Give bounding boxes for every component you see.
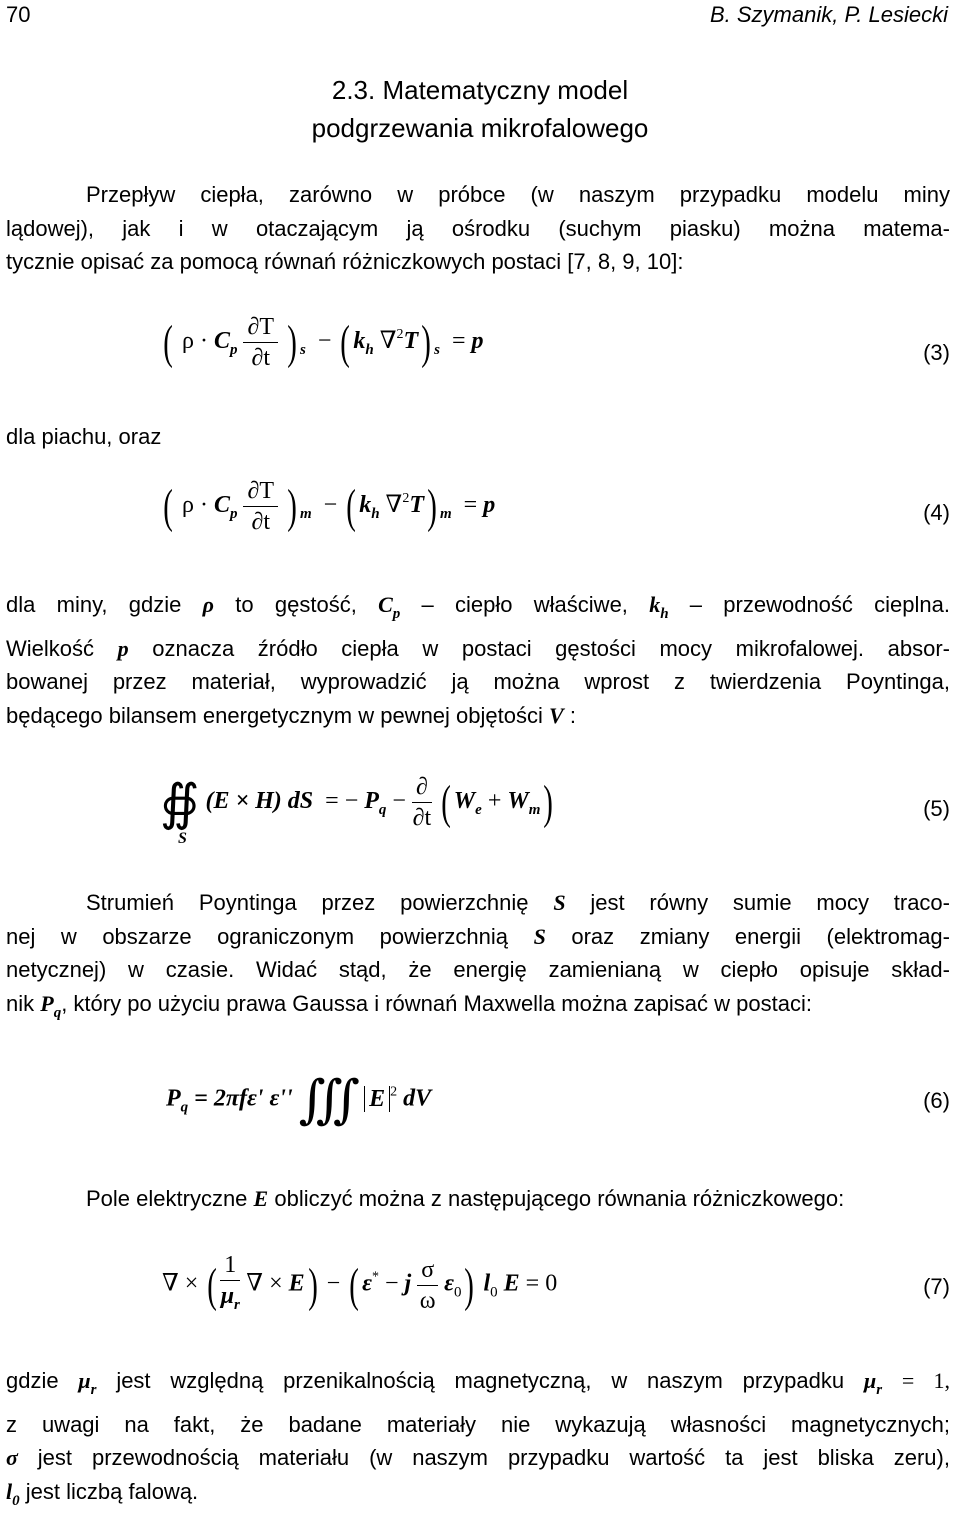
eq7-minus: −: [327, 1271, 341, 1297]
paragraph-line: bowanej przez materiał, wyprowadzić ją można wprost z twierdzenia Poyntinga,: [6, 665, 950, 699]
paragraph-line: [6, 987, 950, 1031]
text-fragment: , który po użyciu prawa Gaussa i równań Maxwella można zapisać w postaci:: [61, 991, 812, 1016]
paragraph-line: [6, 1475, 950, 1518]
paragraph-definitions: [6, 588, 950, 732]
eq4-dT: ∂T: [243, 476, 278, 507]
text-fragment: obliczyć można z następującego równania różniczkowego:: [274, 1186, 844, 1211]
eq4-cdot: ·: [200, 492, 208, 518]
eq3-p-sub: p: [230, 342, 238, 358]
eq4-two: 2: [402, 491, 409, 506]
eq3-C: C: [214, 328, 230, 354]
symbol-kh: $k_h$: [649, 592, 668, 617]
eq4-C: C: [214, 492, 230, 518]
equation-number-3: (3): [923, 340, 950, 366]
text-fragment: nej w obszarze ograniczonym powierzchnią: [6, 924, 508, 949]
text-fragment: Pole elektryczne: [86, 1186, 247, 1211]
symbol-mu-r: $\mu_r$: [78, 1368, 96, 1393]
text-fragment: jest przewodnością materiału (w naszym przypadku wartość ta jest bliska zeru),: [38, 1445, 950, 1470]
eq7-nabla2: ∇: [246, 1271, 263, 1297]
eq5-fraction: $\frac{\partial}{\partial t}$: [412, 772, 432, 833]
text-fragment: nik: [6, 991, 34, 1016]
text-fragment: gdzie: [6, 1368, 59, 1393]
eq4-p: p: [483, 492, 495, 518]
text-fragment: :: [570, 703, 576, 728]
eq7-equals: =: [526, 1271, 540, 1297]
paragraph-line: Przepływ ciepła, zarówno w próbce (w naszym przypadku modelu miny: [6, 178, 950, 212]
eq3-p: p: [472, 328, 484, 354]
text-fragment: będącego bilansem energetycznym w pewnej objętości: [6, 703, 543, 728]
section-title-line2: podgrzewania mikrofalowego: [0, 110, 960, 146]
equation-number-7: (7): [923, 1274, 950, 1300]
eq3-dt: ∂t: [243, 343, 278, 373]
paragraph-poynting: [6, 886, 950, 1030]
symbol-l0: $l_0$: [6, 1479, 20, 1504]
eq3-two: 2: [396, 327, 403, 342]
eq4-k: k: [359, 492, 371, 518]
symbol-p: p: [118, 636, 129, 661]
eq5-q-sub: q: [379, 802, 387, 818]
eq5-plus: +: [488, 788, 502, 814]
eq7-times2: ×: [269, 1271, 283, 1297]
symbol-E: E: [254, 1186, 269, 1211]
eq7-l-zero-sub: 0: [490, 1285, 498, 1301]
eq4-equals: =: [464, 492, 478, 518]
text-fragment: oraz zmiany energii (elektromag-: [571, 924, 950, 949]
eq3-dT: ∂T: [243, 312, 278, 343]
eq3-fraction: [243, 312, 278, 373]
eq6-triple-integral: ∭: [299, 1072, 346, 1129]
text-fragment: Wielkość: [6, 636, 94, 661]
symbol-V: V: [549, 703, 564, 728]
paragraph-line: tycznie opisać za pomocą równań różniczkowych postaci [7, 8, 9, 10]:: [6, 245, 950, 279]
paragraph-line: [6, 1364, 950, 1408]
eq7-l: l: [483, 1271, 490, 1297]
text-fragment: – przewodność cieplna.: [690, 592, 950, 617]
eq3-rho: ρ: [182, 328, 194, 354]
eq4-T: T: [409, 492, 424, 518]
eq5-equals: =: [325, 788, 339, 814]
eq3-T: T: [403, 328, 418, 354]
eq7-eps: ε: [362, 1271, 372, 1297]
symbol-sigma: σ: [6, 1445, 18, 1470]
paragraph-line: [6, 699, 950, 733]
eq7-fraction-mu: $\frac{1}{\mu_r}$: [220, 1250, 240, 1320]
equation-number-4: (4): [923, 500, 950, 526]
eq6-two: 2: [390, 1085, 397, 1100]
eq4-dt: ∂t: [243, 507, 278, 537]
equation-6: [166, 1070, 431, 1130]
eq5-W2: W: [507, 788, 528, 814]
eq7-nabla: ∇: [162, 1271, 179, 1297]
eq3-s-sub: s: [300, 342, 306, 358]
eq5-contour-integral: ∯: [160, 775, 199, 831]
equation-3: ( $\rho \cdot C_p$ $\frac{\partial T}{\partial t}$ ) $_s$ − ( $k_h$ ∇$^2$T) $_s$ = p: [160, 312, 484, 373]
eq6-rhs: = 2πfε' ε'': [194, 1086, 292, 1112]
eq7-fraction-sigma: $\frac{\sigma}{\omega}$: [417, 1255, 438, 1316]
eq3-cdot: ·: [200, 328, 208, 354]
text-fragment: dla miny, gdzie: [6, 592, 181, 617]
eq6-abs-E: E: [364, 1086, 390, 1112]
paragraph-line: [6, 920, 950, 954]
text-fragment: to gęstość,: [235, 592, 357, 617]
eq5-minus: −: [345, 788, 359, 814]
symbol-Cp: $C_p$: [378, 592, 400, 617]
eq3-equals: =: [452, 328, 466, 354]
text-fragment: = 1,: [902, 1368, 950, 1393]
paragraph-line: [6, 1441, 950, 1475]
text-dla-piachu: dla piachu, oraz: [6, 424, 161, 450]
symbol-mu-r: $\mu_r$: [864, 1368, 882, 1393]
eq7-times: ×: [185, 1271, 199, 1297]
running-header-authors: B. Szymanik, P. Lesiecki: [710, 2, 948, 28]
eq7-eps0: ε: [444, 1271, 454, 1297]
eq7-zero: 0: [545, 1271, 557, 1297]
eq5-m-sub: m: [529, 802, 541, 818]
text-fragment: Strumień Poyntinga przez powierzchnię: [86, 890, 529, 915]
text-fragment: jest liczbą falową.: [26, 1479, 198, 1504]
symbol-S: S: [553, 890, 565, 915]
eq4-m-sub: m: [300, 506, 312, 522]
text-fragment: jest względną przenikalnością magnetyczną, w naszym przypadku: [116, 1368, 844, 1393]
paragraph-line: z uwagi na fakt, że badane materiały nie wykazują własności magnetycznych;: [6, 1408, 950, 1442]
paragraph-field: [86, 1186, 844, 1212]
text-fragment: jest równy sumie mocy traco-: [590, 890, 950, 915]
equation-5: ∯ (E × H) dS = − $P_q$ − $\frac{\partial}{\partial t}$ ( $W_e + W_m$): [160, 772, 556, 833]
text-fragment: – ciepło właściwe,: [422, 592, 628, 617]
paragraph-line: lądowej), jak i w otaczającym ją ośrodku (suchym piasku) można matema-: [6, 212, 950, 246]
eq4-p-sub: p: [230, 506, 238, 522]
eq5-W: W: [454, 788, 475, 814]
eq3-h-sub: h: [365, 342, 373, 358]
eq7-E2: E: [504, 1271, 520, 1297]
equation-number-6: (6): [923, 1088, 950, 1114]
eq7-minus2: −: [385, 1271, 399, 1297]
paragraph-intro: [6, 178, 950, 279]
eq4-fraction: [243, 476, 278, 537]
text-fragment: oznacza źródło ciepła w postaci gęstości mocy mikrofalowej. absor-: [152, 636, 950, 661]
eq4-h-sub: h: [371, 506, 379, 522]
symbol-Pq: $P_q$: [40, 991, 61, 1016]
equation-number-5: (5): [923, 796, 950, 822]
eq5-S-sub: S: [178, 830, 187, 848]
eq3-minus: −: [318, 328, 332, 354]
eq5-minus2: −: [392, 788, 406, 814]
eq4-m-sub2: m: [440, 506, 452, 522]
eq7-E: E: [289, 1271, 305, 1297]
section-title-line1: 2.3. Matematyczny model: [0, 72, 960, 108]
eq6-q-sub: q: [181, 1100, 189, 1116]
symbol-rho: ρ: [203, 592, 214, 617]
page-number: 70: [6, 2, 30, 28]
paragraph-line: [6, 886, 950, 920]
eq3-nabla: ∇: [380, 328, 397, 354]
eq4-nabla: ∇: [386, 492, 403, 518]
eq5-integrand: (E × H) dS: [205, 788, 313, 814]
eq7-zero-sub: 0: [454, 1285, 462, 1301]
eq5-e-sub: e: [475, 802, 482, 818]
equation-4: ( $\rho \cdot C_p$ $\frac{\partial T}{\partial t}$ ) $_m$ − ( $k_h$ ∇$^2$T) $_m$ = p: [160, 476, 495, 537]
eq4-rho: ρ: [182, 492, 194, 518]
eq7-j: j: [405, 1271, 412, 1297]
eq3-s-sub2: s: [434, 342, 440, 358]
eq7-star: *: [372, 1270, 379, 1285]
paragraph-line: [6, 632, 950, 666]
paragraph-line: netycznej) w czasie. Widać stąd, że energię zamienianą w ciepło opisuje skład-: [6, 953, 950, 987]
eq5-P: P: [364, 788, 379, 814]
paragraph-line: [6, 588, 950, 632]
equation-7: ∇ × ( $\frac{1}{\mu_r}$ ∇ × E) − ( ε* − j $\frac{\sigma}{\omega}$ $\varepsilon_0$) $l_0$ E = 0: [162, 1250, 557, 1320]
eq3-k: k: [353, 328, 365, 354]
symbol-S: S: [534, 924, 546, 949]
eq6-P: P: [166, 1086, 181, 1112]
paragraph-permeability: [6, 1364, 950, 1518]
eq4-minus: −: [324, 492, 338, 518]
eq6-dV: dV: [403, 1086, 431, 1112]
